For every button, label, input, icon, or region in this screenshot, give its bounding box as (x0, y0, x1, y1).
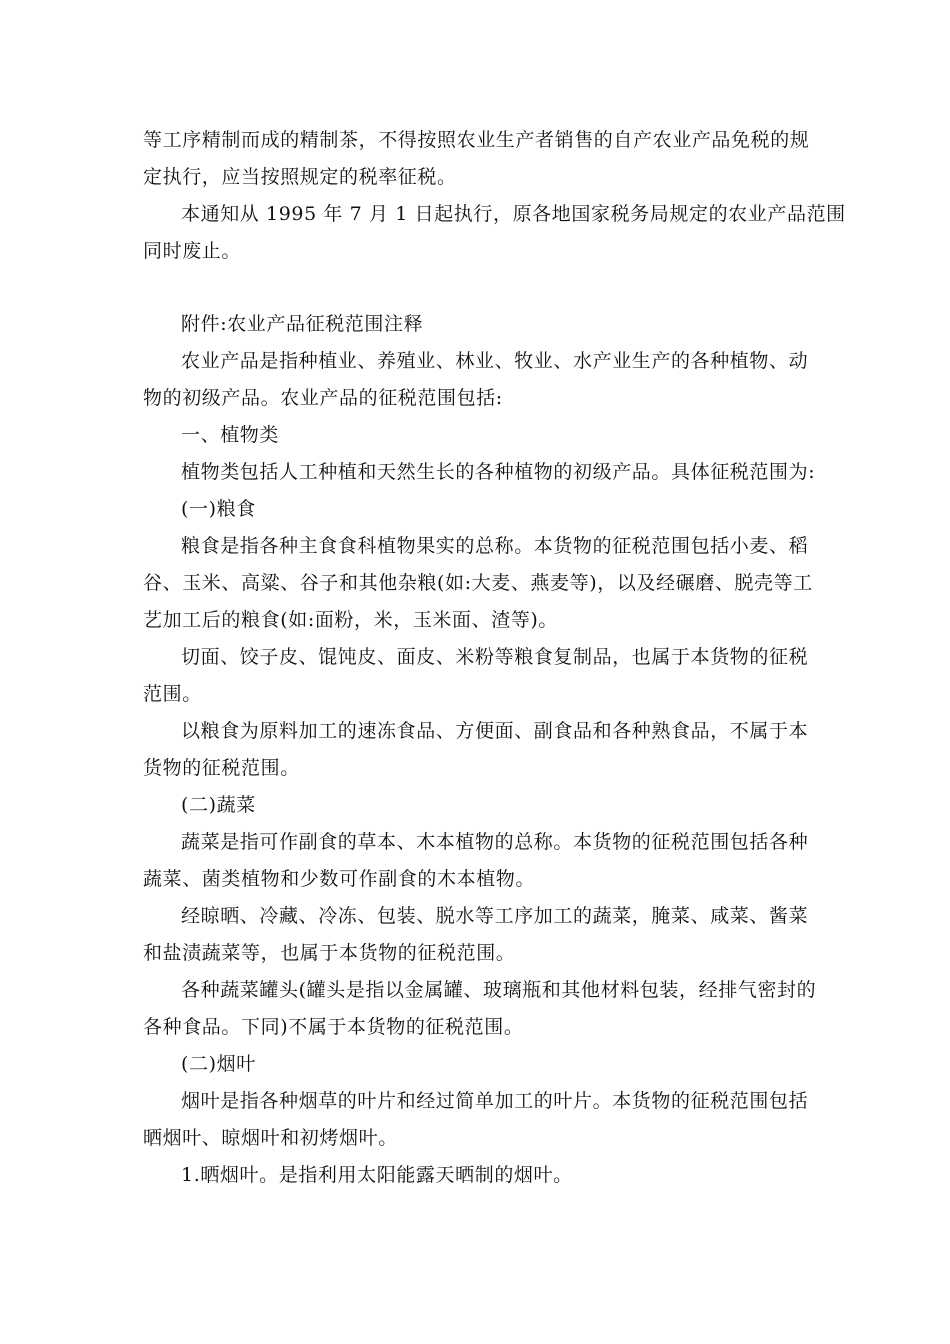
text-line: 晒烟叶、晾烟叶和初烤烟叶。 (143, 1127, 398, 1149)
paragraph-tobacco-definition (143, 1083, 807, 1157)
paragraph-precision-tea (143, 122, 810, 196)
text-line: 农业产品是指种植业、养殖业、林业、牧业、水产业生产的各种植物、动 (181, 350, 809, 372)
text-line: 切面、饺子皮、馄饨皮、面皮、米粉等粮食复制品，也属于本货物的征税 (181, 646, 809, 668)
attachment-title: 附件:农业产品征税范围注释 (181, 313, 424, 335)
text-line: 艺加工后的粮食(如:面粉，米，玉米面、渣等)。 (143, 609, 559, 631)
paragraph-vegetable-definition (143, 824, 807, 898)
subsection-heading-vegetables: (二)蔬菜 (181, 794, 256, 816)
text-line: 和盐渍蔬菜等，也属于本货物的征税范围。 (143, 942, 516, 964)
text-line: 货物的征税范围。 (143, 757, 300, 779)
text-line: 范围。 (143, 683, 202, 705)
paragraph-plant-scope (143, 454, 816, 491)
text-line: 同时废止。 (143, 240, 242, 262)
text-line: 烟叶是指各种烟草的叶片和经过简单加工的叶片。本货物的征税范围包括 (181, 1090, 809, 1112)
list-item: 1.晒烟叶。是指利用太阳能露天晒制的烟叶。 (181, 1164, 573, 1186)
text-line: 定执行，应当按照规定的税率征税。 (143, 166, 457, 188)
text-line: 各种蔬菜罐头(罐头是指以金属罐、玻璃瓶和其他材料包装，经排气密封的 (181, 979, 817, 1001)
paragraph-grain-definition (143, 528, 813, 639)
text-line: 谷、玉米、高粱、谷子和其他杂粮(如:大麦、燕麦等)，以及经碾磨、脱壳等工 (143, 572, 813, 594)
paragraph-grain-products (143, 639, 807, 713)
text-line: 粮食是指各种主食食科植物果实的总称。本货物的征税范围包括小麦、稻 (181, 535, 809, 557)
text-line: 本通知从 1995 年 7 月 1 日起执行，原各地国家税务局规定的农业产品范围 (181, 203, 846, 225)
document-body (143, 122, 846, 1194)
text-line: 以粮食为原料加工的速冻食品、方便面、副食品和各种熟食品，不属于本 (181, 720, 809, 742)
text-line: 各种食品。下同)不属于本货物的征税范围。 (143, 1016, 524, 1038)
paragraph-effective-date (143, 196, 846, 270)
subsection-heading-grain: (一)粮食 (181, 498, 256, 520)
text-line: 经晾晒、冷藏、冷冻、包装、脱水等工序加工的蔬菜，腌菜、咸菜、酱菜 (181, 905, 809, 927)
text-line: 植物类包括人工种植和天然生长的各种植物的初级产品。具体征税范围为: (181, 461, 816, 483)
paragraph-definition (143, 343, 807, 417)
paragraph-grain-exclusions (143, 713, 807, 787)
paragraph-vegetable-canned (143, 972, 817, 1046)
text-line: 物的初级产品。农业产品的征税范围包括: (143, 387, 503, 409)
paragraph-vegetable-processed (143, 898, 807, 972)
section-heading: 一、植物类 (181, 424, 280, 446)
text-line: 蔬菜、菌类植物和少数可作副食的木本植物。 (143, 868, 536, 890)
subsection-heading-tobacco: (二)烟叶 (181, 1053, 256, 1075)
paragraph-spacer (143, 270, 807, 306)
text-line: 等工序精制而成的精制茶，不得按照农业生产者销售的自产农业产品免税的规 (143, 129, 810, 151)
text-line: 蔬菜是指可作副食的草本、木本植物的总称。本货物的征税范围包括各种 (181, 831, 809, 853)
